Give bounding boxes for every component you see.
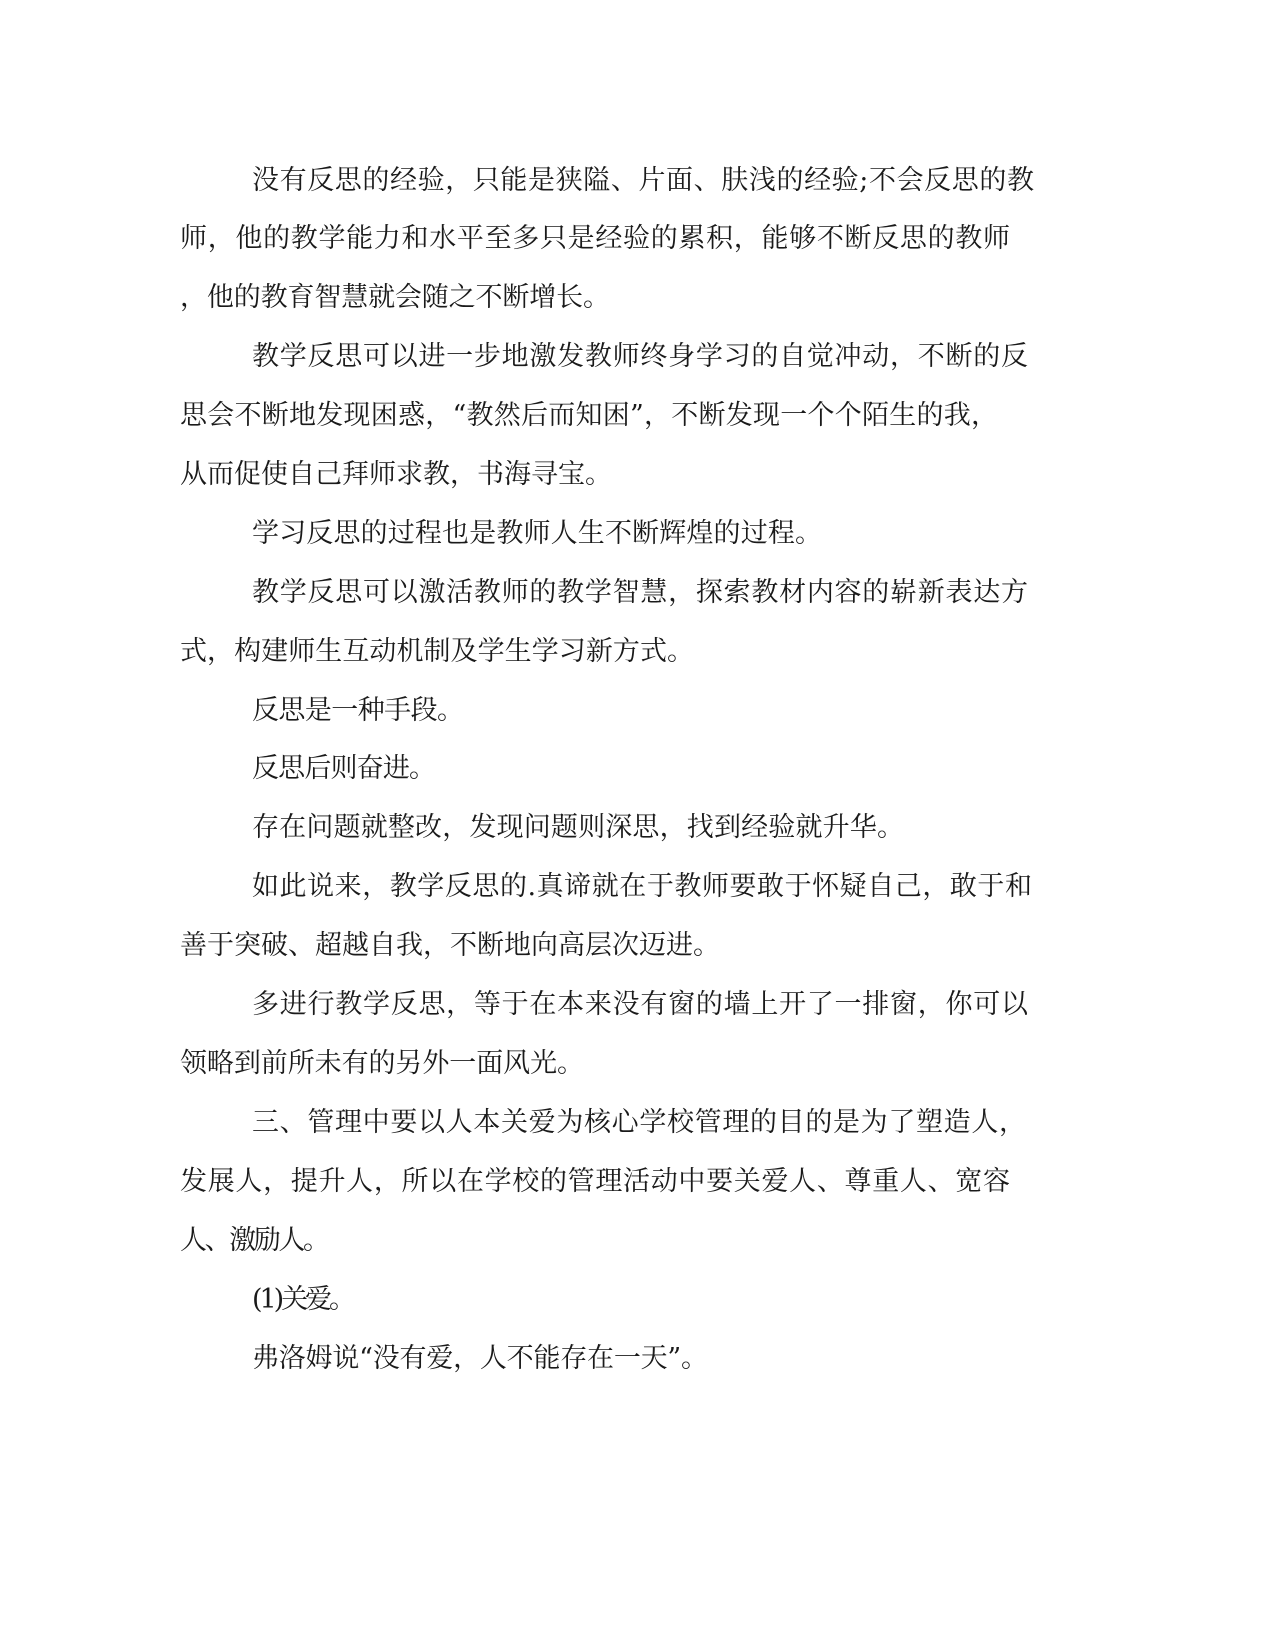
text-line: (1)关爱。 <box>252 1284 353 1315</box>
text-line: 教学反思可以激活教师的教学智慧，探索教材内容的崭新表达方 <box>252 577 1029 608</box>
text-line: 反思后则奋进。 <box>252 753 436 784</box>
text-line: 弗洛姆说“没有爱，人不能存在一天”。 <box>252 1343 708 1374</box>
text-line: 教学反思可以进一步地激发教师终身学习的自觉冲动，不断的反 <box>252 341 1029 372</box>
text-line: 领略到前所未有的另外一面风光。 <box>180 1048 584 1079</box>
text-line: 反思是一种手段。 <box>252 695 464 726</box>
text-line: 发展人，提升人，所以在学校的管理活动中要关爱人、尊重人、宽容 <box>180 1166 1011 1197</box>
text-line: 没有反思的经验，只能是狭隘、片面、肤浅的经验;不会反思的教 <box>252 165 1035 196</box>
text-line: 善于突破、超越自我，不断地向高层次迈进。 <box>180 930 720 961</box>
text-line: 师，他的教学能力和水平至多只是经验的累积，能够不断反思的教师 <box>180 223 1011 254</box>
text-line: 人、激励人。 <box>180 1225 328 1256</box>
text-line: 如此说来，教学反思的.真谛就在于教师要敢于怀疑自己，敢于和 <box>252 871 1033 902</box>
text-line: 式，构建师生互动机制及学生学习新方式。 <box>180 636 695 667</box>
text-line: 存在问题就整改，发现问题则深思，找到经验就升华。 <box>252 812 905 843</box>
text-line: 学习反思的过程也是教师人生不断辉煌的过程。 <box>252 518 823 549</box>
text-line: 多进行教学反思，等于在本来没有窗的墙上开了一排窗，你可以 <box>252 989 1029 1020</box>
text-line: 思会不断地发现困惑，“教然后而知困”，不断发现一个个陌生的我， <box>180 400 999 431</box>
text-line: 从而促使自己拜师求教，书海寻宝。 <box>180 459 612 490</box>
text-line: 三、管理中要以人本关爱为核心学校管理的目的是为了塑造人， <box>252 1107 1027 1138</box>
text-line: ，他的教育智慧就会随之不断增长。 <box>180 282 610 313</box>
